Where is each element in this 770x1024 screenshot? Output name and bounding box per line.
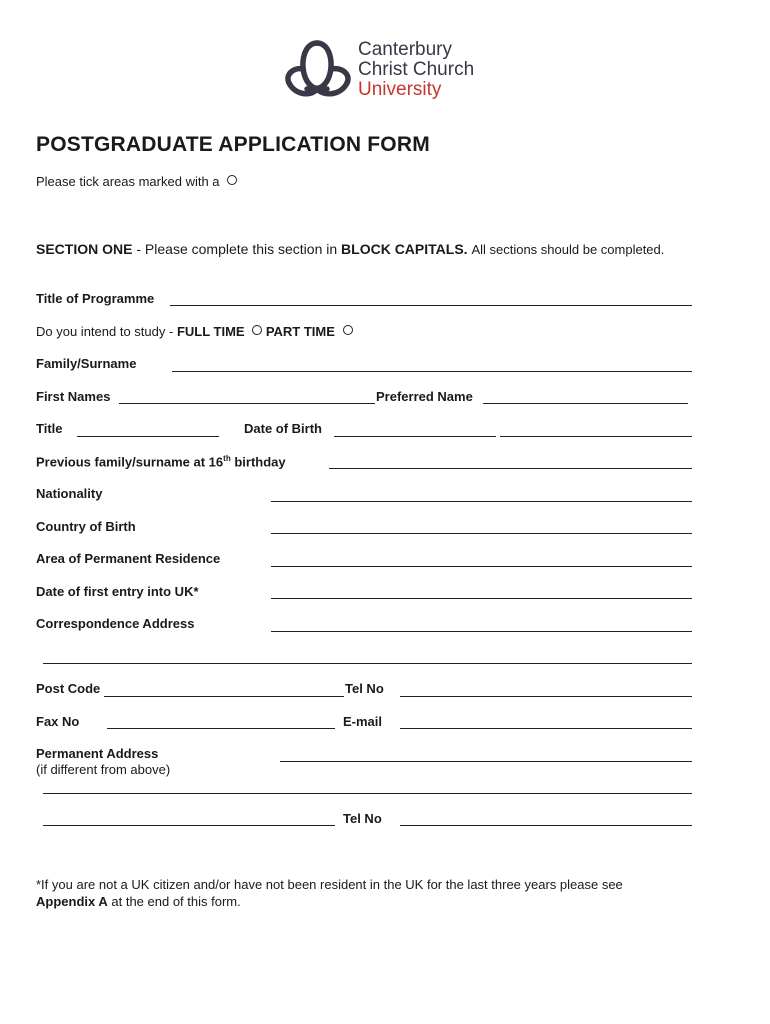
title-of-programme-field[interactable] xyxy=(170,305,692,306)
full-time-label: FULL TIME xyxy=(176,324,245,339)
section-text-2: All sections should be completed. xyxy=(471,242,665,257)
nationality-field[interactable] xyxy=(271,501,692,502)
permanent-address-field-3[interactable] xyxy=(43,825,335,826)
correspondence-address-field-1[interactable] xyxy=(271,631,692,632)
logo-line-2: Christ Church xyxy=(358,59,475,80)
logo-line-1: Canterbury xyxy=(358,39,452,60)
preferred-name-label: Preferred Name xyxy=(376,389,473,404)
date-of-birth-field-1[interactable] xyxy=(334,436,496,437)
area-of-residence-label: Area of Permanent Residence xyxy=(36,551,221,566)
if-different-note: (if different from above) xyxy=(36,762,171,777)
date-of-birth-field-2[interactable] xyxy=(500,436,692,437)
tel-no-2-field[interactable] xyxy=(400,825,692,826)
part-time-label: PART TIME xyxy=(265,324,335,339)
footnote-text-2: at the end of this form. xyxy=(111,894,241,909)
family-surname-label: Family/Surname xyxy=(36,356,137,371)
correspondence-address-field-2[interactable] xyxy=(43,663,692,664)
post-code-label: Post Code xyxy=(36,681,101,696)
title-label: Title xyxy=(36,421,63,436)
section-dash: - xyxy=(136,241,142,257)
part-time-radio[interactable] xyxy=(343,325,353,335)
first-names-field[interactable] xyxy=(119,403,375,404)
full-time-radio[interactable] xyxy=(252,325,262,335)
nationality-label: Nationality xyxy=(36,486,103,501)
footnote-text-1: *If you are not a UK citizen and/or have not been resident in the UK for the last three years please see xyxy=(36,877,623,892)
instruction-text: Please tick areas marked with a xyxy=(36,174,220,189)
title-field[interactable] xyxy=(77,436,219,437)
section-title: SECTION ONE xyxy=(36,241,133,257)
date-first-entry-label: Date of first entry into UK* xyxy=(36,584,199,599)
date-of-birth-label: Date of Birth xyxy=(244,421,322,436)
email-field[interactable] xyxy=(400,728,692,729)
tick-circle-icon xyxy=(227,175,237,185)
previous-surname-sup: th xyxy=(223,454,231,463)
footnote-appendix: Appendix A xyxy=(36,894,108,909)
form-title: POSTGRADUATE APPLICATION FORM xyxy=(36,133,430,156)
section-emphasis: BLOCK CAPITALS. xyxy=(341,241,468,257)
country-of-birth-label: Country of Birth xyxy=(36,519,136,534)
permanent-address-field-2[interactable] xyxy=(43,793,692,794)
tel-no-2-label: Tel No xyxy=(343,811,382,826)
fax-no-field[interactable] xyxy=(107,728,335,729)
country-of-birth-field[interactable] xyxy=(271,533,692,534)
previous-surname-text: Previous family/surname at 16 xyxy=(36,454,224,470)
permanent-address-field-1[interactable] xyxy=(280,761,692,762)
date-first-entry-field[interactable] xyxy=(271,598,692,599)
fax-no-label: Fax No xyxy=(36,714,80,729)
post-code-field[interactable] xyxy=(104,696,344,697)
title-of-programme-label: Title of Programme xyxy=(36,291,155,306)
university-logo xyxy=(281,37,353,106)
section-heading xyxy=(36,241,664,257)
study-question: Do you intend to study - xyxy=(36,324,174,339)
permanent-address-label: Permanent Address xyxy=(36,746,159,761)
tel-no-field[interactable] xyxy=(400,696,692,697)
previous-surname-label xyxy=(36,454,286,469)
section-text-1: Please complete this section in xyxy=(144,241,338,257)
first-names-label: First Names xyxy=(36,389,111,404)
study-mode-row xyxy=(36,324,353,339)
correspondence-address-label: Correspondence Address xyxy=(36,616,195,631)
area-of-residence-field[interactable] xyxy=(271,566,692,567)
instruction-row xyxy=(36,174,237,189)
preferred-name-field[interactable] xyxy=(483,403,688,404)
trinity-knot-icon xyxy=(281,37,353,101)
footnote xyxy=(36,876,623,910)
previous-surname-post: birthday xyxy=(234,454,286,470)
logo-line-3: University xyxy=(358,79,442,100)
tel-no-label: Tel No xyxy=(345,681,384,696)
previous-surname-field[interactable] xyxy=(329,468,692,469)
email-label: E-mail xyxy=(343,714,383,729)
family-surname-field[interactable] xyxy=(172,371,692,372)
